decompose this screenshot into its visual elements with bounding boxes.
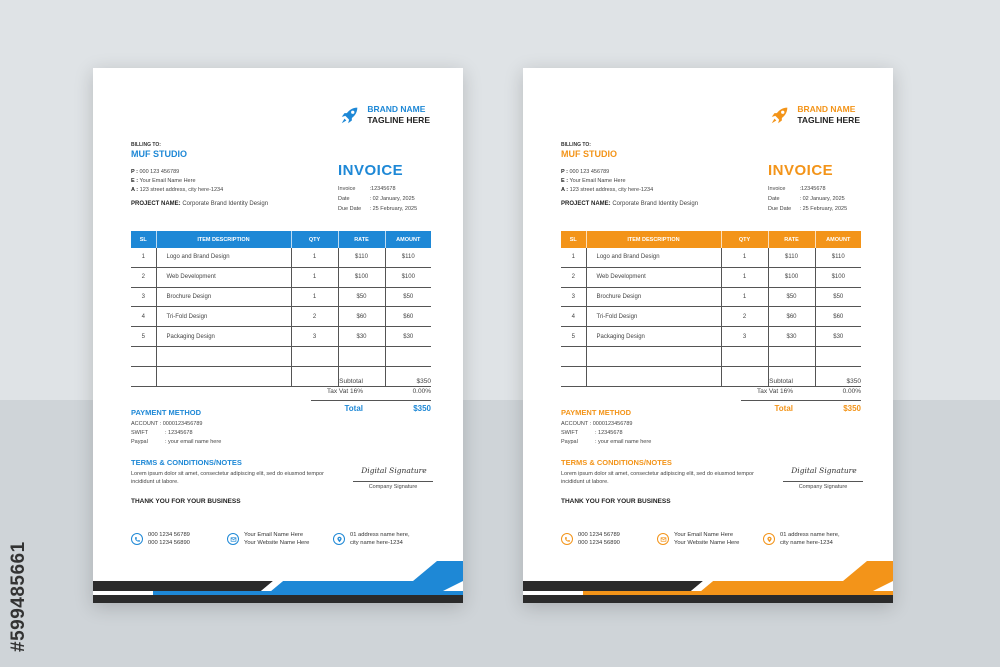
signature-caption: Company Signature xyxy=(798,484,848,490)
col-sl: SL xyxy=(131,231,156,248)
table-row xyxy=(131,346,431,366)
brand-block xyxy=(339,104,430,126)
totals-block: Subtotal $350 Tax Vat 16% 0.00% Total $350 xyxy=(741,378,861,414)
table-header-row xyxy=(561,231,861,248)
footer-phone: 000 1234 56789 000 1234 56890 xyxy=(561,531,643,547)
table-row: 1 Logo and Brand Design 1 $110 $110 xyxy=(561,248,861,267)
totals-block: Subtotal $350 Tax Vat 16% 0.00% Total $350 xyxy=(311,378,431,414)
payment-details: ACCOUNT : 0000123456789 SWIFT : 12345678 Paypal : your email name here xyxy=(561,421,652,445)
table-row: 5 Packaging Design 3 $30 $30 xyxy=(561,327,861,347)
col-qty: QTY xyxy=(721,231,768,248)
thank-you-note: THANK YOU FOR YOUR BUSINESS xyxy=(131,498,241,505)
table-row: 3 Brochure Design 1 $50 $50 xyxy=(561,287,861,307)
client-name: MUF STUDIO xyxy=(561,149,617,159)
col-description: ITEM DESCRIPTION xyxy=(586,231,721,248)
project-name: PROJECT NAME: Corporate Brand Identity Design xyxy=(561,201,699,207)
brand-tagline: TAGLINE HERE xyxy=(367,115,430,125)
table-row: 4 Tri-Fold Design 2 $60 $60 xyxy=(561,307,861,327)
billing-label: BILLING TO: xyxy=(131,142,161,148)
terms-heading: TERMS & CONDITIONS/NOTES xyxy=(561,458,672,467)
col-description: ITEM DESCRIPTION xyxy=(156,231,291,248)
invoice-meta: Invoice :12345678 Date : 02 January, 2025 Due Date : 25 February, 2025 xyxy=(338,186,418,212)
stock-id-watermark xyxy=(4,430,34,660)
footer-web: Your Email Name Here Your Website Name Here xyxy=(657,531,749,547)
table-row: 4 Tri-Fold Design 2 $60 $60 xyxy=(131,307,431,327)
footer-address: 01 address name here, city name here-1234 xyxy=(333,531,410,547)
col-sl: SL xyxy=(561,231,586,248)
brand-tagline: TAGLINE HERE xyxy=(797,115,860,125)
stock-id-text: #599485661 xyxy=(8,541,29,652)
signature-caption: Company Signature xyxy=(368,484,418,490)
table-header-row xyxy=(131,231,431,248)
footer-web: Your Email Name Here Your Website Name Here xyxy=(227,531,319,547)
signature-line xyxy=(783,481,863,482)
rocket-icon xyxy=(339,104,361,126)
table-row xyxy=(561,346,861,366)
col-rate: RATE xyxy=(768,231,815,248)
table-row: 5 Packaging Design 3 $30 $30 xyxy=(131,327,431,347)
digital-signature: Digital Signature xyxy=(791,466,857,475)
payment-heading: PAYMENT METHOD xyxy=(561,408,632,417)
footer-phone: 000 1234 56789 000 1234 56890 xyxy=(131,531,213,547)
terms-text: Lorem ipsum dolor sit amet, consectetur adipiscing elit, sed do eiusmod tempor incididunt ut labore. xyxy=(131,471,324,485)
invoice-page-blue xyxy=(93,68,463,603)
digital-signature: Digital Signature xyxy=(361,466,427,475)
brand-name: BRAND NAME xyxy=(367,104,426,114)
project-name: PROJECT NAME: Corporate Brand Identity Design xyxy=(131,201,269,207)
footer-decoration xyxy=(523,539,893,603)
terms-text: Lorem ipsum dolor sit amet, consectetur adipiscing elit, sed do eiusmod tempor incididunt ut labore. xyxy=(561,471,754,485)
col-rate: RATE xyxy=(338,231,385,248)
brand-block xyxy=(769,104,860,126)
invoice-title: INVOICE xyxy=(768,162,834,179)
invoice-meta: Invoice :12345678 Date : 02 January, 2025 Due Date : 25 February, 2025 xyxy=(768,186,848,212)
thank-you-note: THANK YOU FOR YOUR BUSINESS xyxy=(561,498,671,505)
footer-decoration xyxy=(93,539,463,603)
brand-name: BRAND NAME xyxy=(797,104,856,114)
table-row: 2 Web Development 1 $100 $100 xyxy=(561,267,861,287)
payment-details: ACCOUNT : 0000123456789 SWIFT : 12345678 Paypal : your email name here xyxy=(131,421,222,445)
table-row: 3 Brochure Design 1 $50 $50 xyxy=(131,287,431,307)
invoice-page-orange xyxy=(523,68,893,603)
table-row: 1 Logo and Brand Design 1 $110 $110 xyxy=(131,248,431,267)
col-amount: AMOUNT xyxy=(385,231,431,248)
signature-line xyxy=(353,481,433,482)
col-amount: AMOUNT xyxy=(815,231,861,248)
client-contact: P : 000 123 456789 E : Your Email Name Here A : 123 street address, city here-1234 xyxy=(561,169,654,193)
client-contact: P : 000 123 456789 E : Your Email Name Here A : 123 street address, city here-1234 xyxy=(131,169,224,193)
table-row: 2 Web Development 1 $100 $100 xyxy=(131,267,431,287)
billing-label: BILLING TO: xyxy=(561,142,591,148)
items-table xyxy=(561,231,861,387)
col-qty: QTY xyxy=(291,231,338,248)
payment-heading: PAYMENT METHOD xyxy=(131,408,202,417)
footer-address: 01 address name here, city name here-1234 xyxy=(763,531,840,547)
rocket-icon xyxy=(769,104,791,126)
client-name: MUF STUDIO xyxy=(131,149,187,159)
terms-heading: TERMS & CONDITIONS/NOTES xyxy=(131,458,242,467)
invoice-title: INVOICE xyxy=(338,162,404,179)
items-table xyxy=(131,231,431,387)
